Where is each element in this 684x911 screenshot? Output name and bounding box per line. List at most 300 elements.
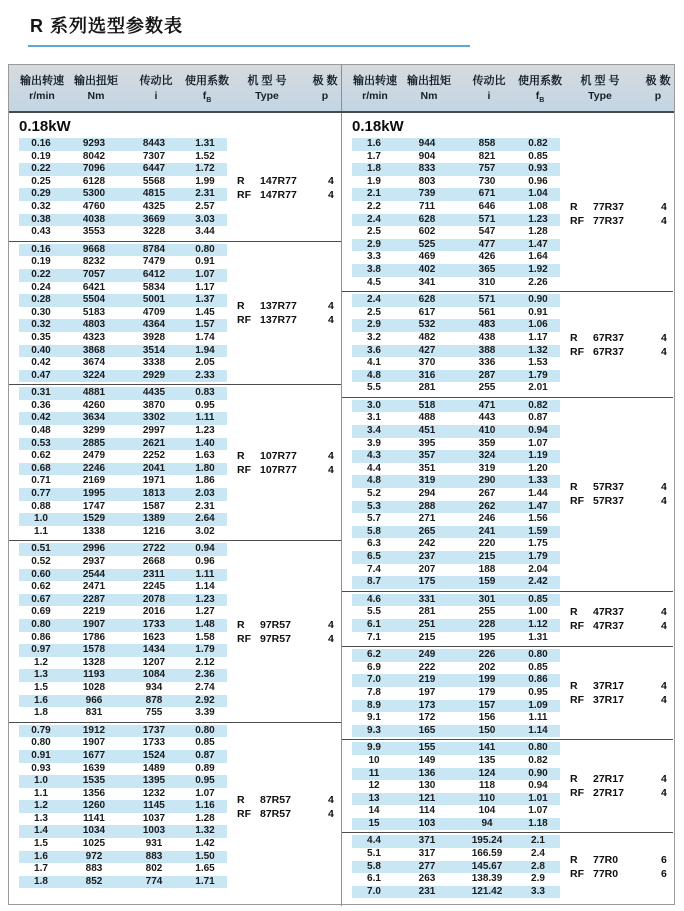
block-divider [342,832,673,833]
ratio-cell: 141 [478,742,496,754]
table-row [352,712,560,725]
column-header-unit: i [154,89,158,102]
service-factor-cell: 2.33 [195,369,215,381]
data-rows [352,400,560,589]
table-row [19,332,227,345]
speed-cell: 4.6 [367,593,381,605]
table-row [352,475,560,488]
ratio-cell: 2997 [142,425,166,437]
ratio-cell: 1733 [142,737,166,749]
torque-cell: 5300 [82,188,106,200]
type-prefix: R [570,680,578,693]
type-prefix: RF [237,463,251,476]
table-row [19,176,227,189]
service-factor-cell: 1.14 [528,724,548,736]
ratio-cell: 5834 [142,281,166,293]
service-factor-cell: 1.07 [528,437,548,449]
gear-block [9,725,341,889]
table-row [19,475,227,488]
type-label [237,793,334,821]
speed-cell: 0.77 [31,488,51,500]
table-row [352,513,560,526]
speed-cell: 1.6 [34,850,48,862]
table-row [19,488,227,501]
torque-cell: 2169 [82,475,106,487]
ratio-cell: 124 [478,767,496,779]
service-factor-cell: 2.01 [528,382,548,394]
type-line [570,214,667,228]
torque-cell: 1907 [82,618,106,630]
column-header [305,72,345,104]
table-row [19,569,227,582]
service-factor-cell: 1.27 [195,606,215,618]
column-header-cn: 输出扭矩 [407,74,451,87]
service-factor-cell: 0.85 [528,661,548,673]
torque-cell: 972 [85,850,103,862]
service-factor-cell: 0.91 [528,306,548,318]
power-section-label: 0.18kW [352,118,404,135]
type-model: 47R37 [593,605,624,618]
speed-cell: 0.86 [31,631,51,643]
service-factor-cell: 1.45 [195,306,215,318]
table-row [352,412,560,425]
service-factor-cell: 0.90 [528,294,548,306]
ratio-cell: 324 [478,450,496,462]
type-label [237,449,334,477]
ratio-cell: 5001 [142,294,166,306]
table-row [19,269,227,282]
speed-cell: 5.3 [367,500,381,512]
torque-cell: 8232 [82,256,106,268]
type-label [570,480,667,508]
ratio-cell: 3228 [142,226,166,238]
ratio-cell: 1145 [143,800,165,812]
torque-cell: 265 [418,525,436,537]
poles-value: 4 [328,449,334,462]
poles-value: 4 [661,331,667,344]
table-row [352,214,560,227]
ratio-cell: 571 [478,294,496,306]
torque-cell: 172 [418,712,436,724]
torque-cell: 207 [418,563,436,575]
ratio-cell: 1232 [142,787,166,799]
torque-cell: 488 [418,412,436,424]
torque-cell: 242 [418,538,436,550]
table-row [19,594,227,607]
table-body [9,113,674,906]
speed-cell: 14 [368,805,380,817]
ratio-cell: 2252 [142,450,166,462]
type-model: 67R37 [593,345,624,358]
column-header-unit: r/min [29,89,55,102]
ratio-cell: 365 [478,263,496,275]
torque-cell: 155 [418,742,436,754]
speed-cell: 4.8 [367,475,381,487]
table-row [352,332,560,345]
speed-cell: 0.24 [31,281,51,293]
gear-block [9,138,341,239]
service-factor-cell: 2.92 [195,694,215,706]
type-label [237,618,334,646]
type-line [237,807,334,821]
speed-cell: 4.4 [367,835,381,847]
speed-cell: 0.22 [31,163,51,175]
block-divider [9,540,341,541]
service-factor-cell: 1.57 [195,319,215,331]
ratio-cell: 199 [478,674,496,686]
torque-cell: 1141 [83,812,105,824]
type-model: 97R57 [260,632,291,645]
speed-cell: 2.4 [367,213,381,225]
speed-cell: 0.80 [31,737,51,749]
torque-cell: 8042 [82,150,106,162]
torque-cell: 944 [418,138,436,149]
type-line [570,480,667,494]
data-rows [19,725,227,889]
speed-cell: 2.9 [367,319,381,331]
table-row [352,687,560,700]
torque-cell: 1747 [82,500,106,512]
torque-cell: 1356 [82,787,106,799]
type-line [237,313,334,327]
speed-cell: 12 [368,780,380,792]
type-model: 37R17 [593,694,624,707]
speed-cell: 0.79 [31,724,51,736]
table-row [352,307,560,320]
service-factor-cell: 1.28 [528,226,548,238]
type-model: 147R77 [260,189,297,202]
ratio-cell: 547 [478,226,496,238]
column-header-unit: $f_B$ [202,89,212,105]
torque-cell: 602 [418,226,436,238]
speed-cell: 11 [368,767,380,779]
speed-cell: 0.67 [31,593,51,605]
speed-cell: 9.3 [367,724,381,736]
ratio-cell: 262 [478,500,496,512]
speed-cell: 1.0 [34,513,48,525]
torque-cell: 525 [418,238,436,250]
torque-cell: 1338 [82,525,106,537]
table-row [352,450,560,463]
service-factor-cell: 1.40 [195,437,215,449]
table-row [352,780,560,793]
ratio-cell: 821 [478,150,496,162]
service-factor-cell: 0.94 [195,543,215,555]
service-factor-cell: 2.12 [195,656,215,668]
ratio-cell: 883 [145,850,163,862]
service-factor-cell: 0.80 [528,649,548,661]
table-row [19,463,227,476]
gear-block [342,294,673,395]
ratio-cell: 3669 [142,213,166,225]
gear-block [342,742,673,830]
ratio-cell: 3302 [142,412,166,424]
poles-value: 4 [328,314,334,327]
service-factor-cell: 1.17 [528,331,548,343]
table-row [19,307,227,320]
table-row [352,370,560,383]
type-prefix: RF [237,632,251,645]
service-factor-cell: 3.03 [195,213,215,225]
column-header [638,72,678,104]
table-row [352,886,560,899]
selection-parameter-table [8,64,675,905]
torque-cell: 883 [85,863,103,875]
speed-cell: 9.9 [367,742,381,754]
block-divider [9,384,341,385]
poles-value: 4 [661,694,667,707]
type-prefix: R [570,853,578,866]
speed-cell: 4.1 [367,357,381,369]
service-factor-cell: 1.99 [195,175,215,187]
column-header-cn: 输出扭矩 [74,74,118,87]
page-title: R 系列选型参数表 [30,16,183,36]
ratio-cell: 477 [478,238,496,250]
speed-cell: 2.4 [367,294,381,306]
poles-value: 4 [661,787,667,800]
torque-cell: 5183 [82,306,106,318]
type-line [570,867,667,881]
column-header-unit: i [487,89,491,102]
column-header [65,72,127,104]
speed-cell: 4.4 [367,462,381,474]
torque-cell: 237 [418,551,436,562]
ratio-cell: 336 [478,357,496,369]
type-line [570,494,667,508]
type-model: 87R57 [260,807,291,820]
service-factor-cell: 1.64 [528,251,548,263]
type-line [237,449,334,463]
speed-cell: 1.5 [34,838,48,850]
ratio-cell: 267 [478,488,496,500]
table-row [352,674,560,687]
speed-cell: 0.32 [31,319,51,331]
torque-cell: 2937 [82,556,106,567]
service-factor-cell: 1.23 [195,425,215,437]
torque-cell: 121 [418,792,436,804]
table-row [352,526,560,539]
speed-cell: 6.2 [367,649,381,661]
service-factor-cell: 0.94 [528,780,548,792]
speed-cell: 0.16 [31,243,51,255]
speed-cell: 2.2 [367,200,381,212]
torque-cell: 427 [418,344,436,356]
service-factor-cell: 2.4 [531,848,545,860]
table-row [19,775,227,788]
ratio-cell: 1037 [142,812,166,824]
torque-cell: 3553 [82,226,106,238]
speed-cell: 3.4 [367,425,381,437]
ratio-cell: 3870 [142,399,166,411]
type-line [237,174,334,188]
service-factor-cell: 0.83 [195,387,215,399]
type-line [570,345,667,359]
service-factor-cell: 1.58 [195,631,215,643]
torque-cell: 288 [418,500,436,512]
speed-cell: 5.5 [367,382,381,394]
torque-cell: 197 [418,686,436,698]
speed-cell: 5.8 [367,525,381,537]
service-factor-cell: 1.79 [528,369,548,381]
speed-cell: 1.2 [34,656,48,668]
table-row [352,488,560,501]
ratio-cell: 215 [478,551,496,562]
ratio-cell: 2929 [142,369,166,381]
speed-cell: 0.62 [31,581,51,593]
power-section-label: 0.18kW [19,118,71,135]
speed-cell: 0.30 [31,306,51,318]
table-row [352,848,560,861]
column-header-unit: Type [588,89,612,102]
service-factor-cell: 2.64 [195,513,215,525]
type-model: 37R17 [593,680,624,693]
column-header [460,72,518,104]
service-factor-cell: 1.31 [195,138,215,149]
type-model: 67R37 [593,331,624,344]
speed-cell: 0.52 [31,556,51,567]
table-row [19,619,227,632]
speed-cell: 7.1 [367,631,381,643]
ratio-cell: 757 [478,163,496,175]
type-line [237,188,334,202]
type-model: 77R37 [593,214,624,227]
table-row [352,662,560,675]
table-row [352,818,560,831]
table-row [352,551,560,564]
speed-cell: 7.0 [367,674,381,686]
service-factor-cell: 1.14 [195,581,215,593]
column-header-cn: 极 数 [645,74,671,87]
ratio-cell: 858 [478,138,496,149]
service-factor-cell: 1.56 [528,513,548,525]
poles-value: 4 [661,214,667,227]
speed-cell: 1.9 [367,175,381,187]
type-label [570,200,667,228]
torque-cell: 173 [418,699,436,711]
table-row [19,669,227,682]
ratio-cell: 179 [478,686,496,698]
type-line [237,463,334,477]
torque-cell: 395 [418,437,436,449]
speed-cell: 15 [368,817,380,829]
service-factor-cell: 3.39 [195,707,215,719]
speed-cell: 0.71 [31,475,51,487]
table-row [352,649,560,662]
speed-cell: 5.5 [367,606,381,618]
table-row [19,863,227,876]
table-row [19,513,227,526]
speed-cell: 3.2 [367,331,381,343]
service-factor-cell: 1.00 [528,606,548,618]
ratio-cell: 438 [478,331,496,343]
poles-value: 4 [328,807,334,820]
ratio-cell: 188 [478,563,496,575]
ratio-cell: 410 [478,425,496,437]
torque-cell: 370 [418,357,436,369]
torque-cell: 904 [418,150,436,162]
torque-cell: 711 [418,200,436,212]
service-factor-cell: 1.44 [528,488,548,500]
table-row [352,501,560,514]
table-row [19,244,227,257]
service-factor-cell: 0.96 [528,175,548,187]
speed-cell: 2.5 [367,306,381,318]
speed-cell: 0.29 [31,188,51,200]
service-factor-cell: 0.80 [528,742,548,754]
service-factor-cell: 1.23 [528,213,548,225]
ratio-cell: 4435 [142,387,166,399]
service-factor-cell: 1.08 [528,200,548,212]
speed-cell: 0.36 [31,399,51,411]
torque-cell: 831 [85,707,103,719]
table-header [9,65,674,113]
torque-cell: 319 [418,475,436,487]
table-row [19,319,227,332]
service-factor-cell: 3.02 [195,525,215,537]
service-factor-cell: 2.42 [528,576,548,588]
table-row [19,543,227,556]
gear-block [342,835,673,898]
poles-value: 4 [328,632,334,645]
service-factor-cell: 1.48 [195,618,215,630]
ratio-cell: 138.39 [471,873,503,885]
type-model: 47R37 [593,619,624,632]
data-rows [19,387,227,538]
speed-cell: 8.9 [367,699,381,711]
torque-cell: 316 [418,369,436,381]
poles-value: 4 [661,481,667,494]
table-row [352,425,560,438]
column-header-unit: Nm [87,89,105,102]
type-prefix: RF [570,619,584,632]
table-row [352,138,560,151]
ratio-cell: 426 [478,251,496,263]
ratio-cell: 319 [478,462,496,474]
table-row [352,594,560,607]
torque-cell: 2885 [82,437,106,449]
service-factor-cell: 0.95 [195,775,215,787]
speed-cell: 1.5 [34,681,48,693]
speed-cell: 0.42 [31,412,51,424]
torque-cell: 1907 [82,737,106,749]
table-row [352,345,560,358]
data-rows [19,244,227,383]
ratio-cell: 195 [478,631,496,643]
torque-cell: 4038 [82,213,106,225]
type-prefix: R [237,449,245,462]
service-factor-cell: 1.20 [528,462,548,474]
ratio-cell: 246 [478,513,496,525]
block-divider [342,291,673,292]
table-row [352,357,560,370]
type-model: 97R57 [260,618,291,631]
ratio-cell: 156 [478,712,496,724]
torque-cell: 1912 [82,724,106,736]
torque-cell: 1034 [82,825,106,837]
service-factor-cell: 0.80 [195,243,215,255]
service-factor-cell: 1.33 [528,475,548,487]
speed-cell: 0.62 [31,450,51,462]
torque-cell: 9293 [82,138,106,149]
torque-cell: 271 [418,513,436,525]
speed-cell: 0.19 [31,256,51,268]
speed-cell: 9.1 [367,712,381,724]
torque-cell: 175 [418,576,436,588]
service-factor-cell: 1.23 [195,593,215,605]
table-row [352,861,560,874]
speed-cell: 1.8 [34,707,48,719]
service-factor-cell: 0.87 [195,749,215,761]
